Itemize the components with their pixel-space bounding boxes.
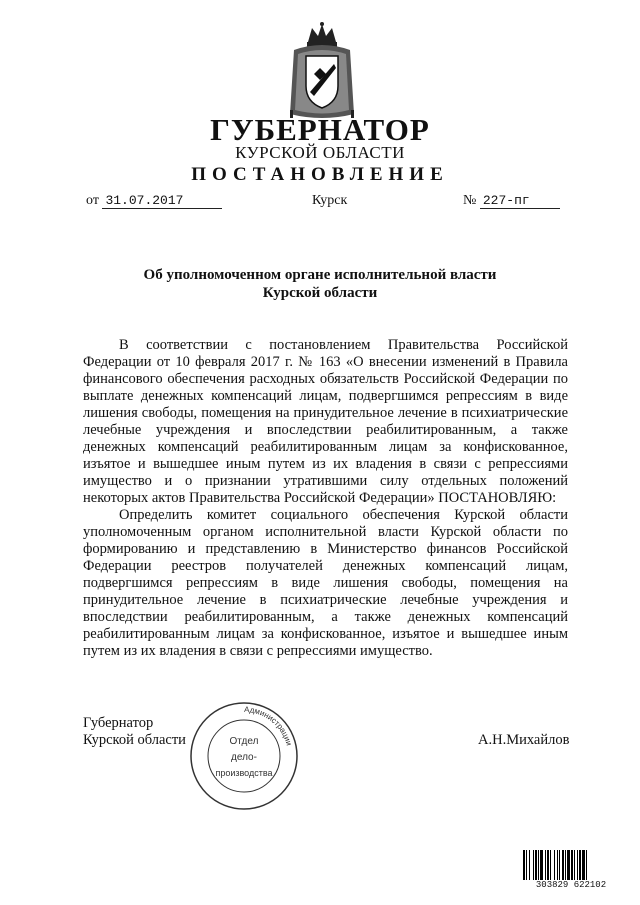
page-title: ГУБЕРНАТОР (210, 112, 430, 147)
barcode-bar (538, 850, 539, 880)
office-stamp (188, 700, 300, 812)
stamp-line-2: дело- (231, 752, 257, 763)
barcode-bar (582, 850, 585, 880)
barcode-bar (565, 850, 566, 880)
barcode-bar (529, 850, 530, 880)
barcode-bar (559, 850, 560, 880)
subject-line-1: Об уполномоченном органе исполнительной власти (143, 267, 497, 283)
barcode-bar (523, 850, 525, 880)
barcode-bar (586, 850, 587, 880)
number-value: 227-пг (480, 193, 560, 209)
body-paragraph-2: Определить комитет социального обеспечения Курской области уполномоченным органом исполнительной власти Курской области по формированию и представлению в Министерство финансов Российской Федерации реестров получателей денежных компенсаций лицам, подвергшимся репрессиям в виде лишения свободы, помещения на принудительное лечение в психиатрические лечебные учреждения и впоследствии реабилитированным, а также денежных компенсаций реабилитированным лицам за конфискованное, изъятое и вышедшее иным путем из их владения в связи с репрессиями имущество. (83, 507, 568, 659)
barcode-bar (574, 850, 575, 880)
document-subject (80, 266, 560, 302)
barcode-number: 303829 622102 (522, 880, 620, 890)
document-body (83, 337, 568, 660)
barcode-bar (577, 850, 578, 880)
barcode-bar (579, 850, 581, 880)
barcode-bar (526, 850, 527, 880)
position-line-1: Губернатор (83, 715, 154, 731)
coat-of-arms-icon (284, 22, 360, 122)
barcode-bar (562, 850, 564, 880)
body-paragraph-1: В соответствии с постановлением Правительства Российской Федерации от 10 февраля 2017 г. № 163 «О внесении изменений в Правила финансового обеспечения расходных обязательств Российской Федерации по выплате денежных компенсаций лицам, подвергшимся репрессиям в виде лишения свободы, помещения на принудительное лечение в психиатрические лечебные учреждения и впоследствии реабилитированным, а также денежных компенсаций реабилитированным лицам за конфискованное, изъятое и вышедшее иным путем из их владения в связи с репрессиями имущество и о признании утратившими силу отдельных положений некоторых актов Правительства Российской Федерации» ПОСТАНОВЛЯЮ: (83, 337, 568, 506)
position-line-2: Курской области (83, 732, 186, 748)
barcode-bar (571, 850, 573, 880)
date-prefix: от (86, 193, 99, 208)
subject-line-2: Курской области (262, 285, 378, 301)
barcode-bar (540, 850, 543, 880)
number-field (463, 193, 560, 209)
barcode-bar (545, 850, 546, 880)
date-field (86, 193, 222, 209)
barcode-bar (535, 850, 537, 880)
barcode-bar (554, 850, 555, 880)
barcode-bar (547, 850, 549, 880)
document-type: ПОСТАНОВЛЕНИЕ (191, 164, 449, 185)
region-subtitle: КУРСКОЙ ОБЛАСТИ (235, 143, 405, 162)
city-label: Курск (312, 193, 348, 208)
signatory-position (83, 715, 186, 749)
stamp-line-1: Отдел (229, 736, 259, 747)
barcode-bar (533, 850, 534, 880)
signatory-name: А.Н.Михайлов (478, 732, 570, 748)
date-value: 31.07.2017 (102, 193, 222, 209)
stamp-line-3: производства (215, 768, 273, 778)
barcode-bar (550, 850, 551, 880)
number-prefix: № (463, 193, 477, 208)
barcode-bar (557, 850, 558, 880)
barcode-bar (567, 850, 570, 880)
stamp-ring-text: Администрации (243, 704, 294, 747)
